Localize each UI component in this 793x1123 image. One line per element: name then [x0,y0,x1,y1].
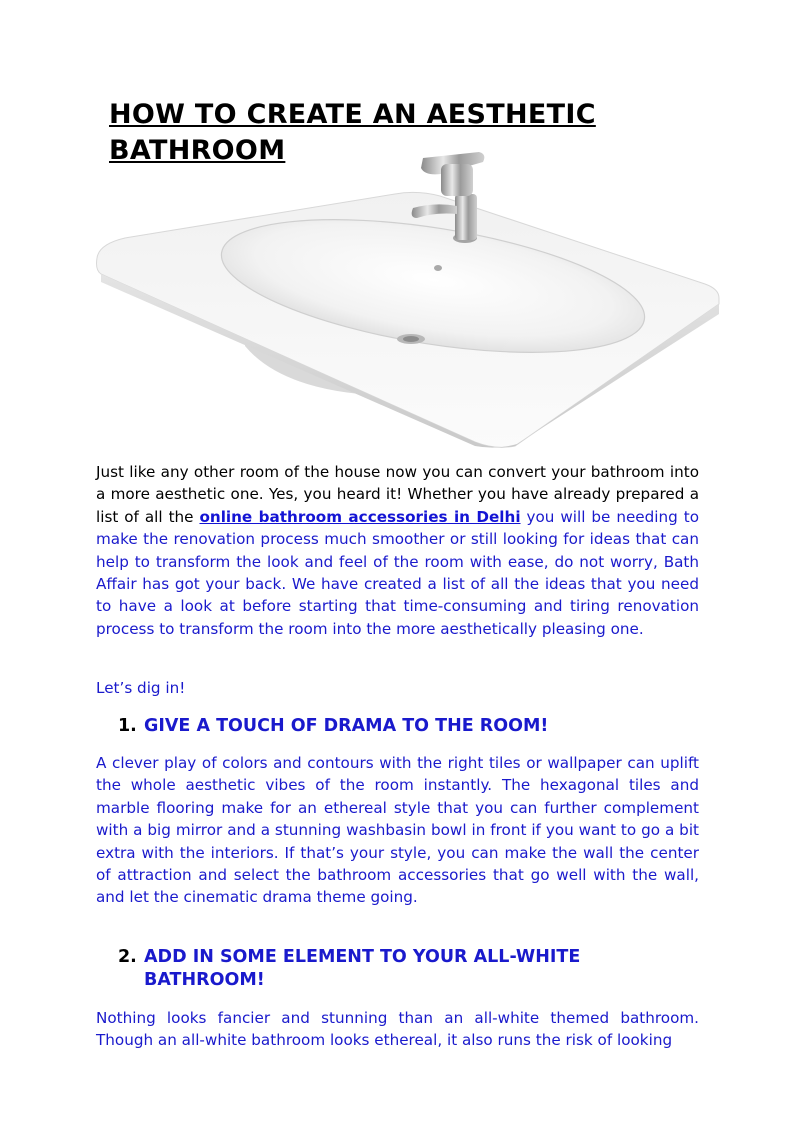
section-1-number: 1. [118,716,137,736]
accessories-link[interactable]: online bathroom accessories in Delhi [199,507,521,526]
intro-text-after: you will be needing to make the renovation process much smoother or still looking for ideas that can help to transform the look and feel of the room with ease, do not worry, Bath Affair has got your back. We have created a list of all the ideas that you need to have a look at before starting that time-consuming and tiring renovation process to transform the room into the more aesthetically pleasing one. [96,507,699,638]
lets-dig-in-text: Let’s dig in! [96,679,186,697]
intro-paragraph [96,461,699,640]
page-title: HOW TO CREATE AN AESTHETIC BATHROOM [109,99,596,166]
section-2-title: ADD IN SOME ELEMENT TO YOUR ALL-WHITE BATHROOM! [144,947,581,990]
section-1-title: GIVE A TOUCH OF DRAMA TO THE ROOM! [144,716,549,736]
section-2-number: 2. [118,947,137,967]
intro-text-before: Just like any other room of the house now you can convert your bathroom into a more aesthetic one. Yes, you heard it! Whether you have already prepared a list of all the [96,463,699,526]
section-2-heading [118,946,618,991]
section-2-body: Nothing looks fancier and stunning than an all-white themed bathroom. Though an all-white bathroom looks ethereal, it also runs the risk of looking [96,1009,699,1050]
washbasin-image [95,146,721,448]
section-1-heading [118,715,618,738]
section-1-body: A clever play of colors and contours with the right tiles or wallpaper can uplift the whole aesthetic vibes of the room instantly. The hexagonal tiles and marble flooring make for an ethereal style that you can further complement with a big mirror and a stunning washbasin bowl in front if you want to go a bit extra with the interiors. If that’s your style, you can make the wall the center of attraction and select the bathroom accessories that go well with the wall, and let the cinematic drama theme going. [96,754,699,907]
